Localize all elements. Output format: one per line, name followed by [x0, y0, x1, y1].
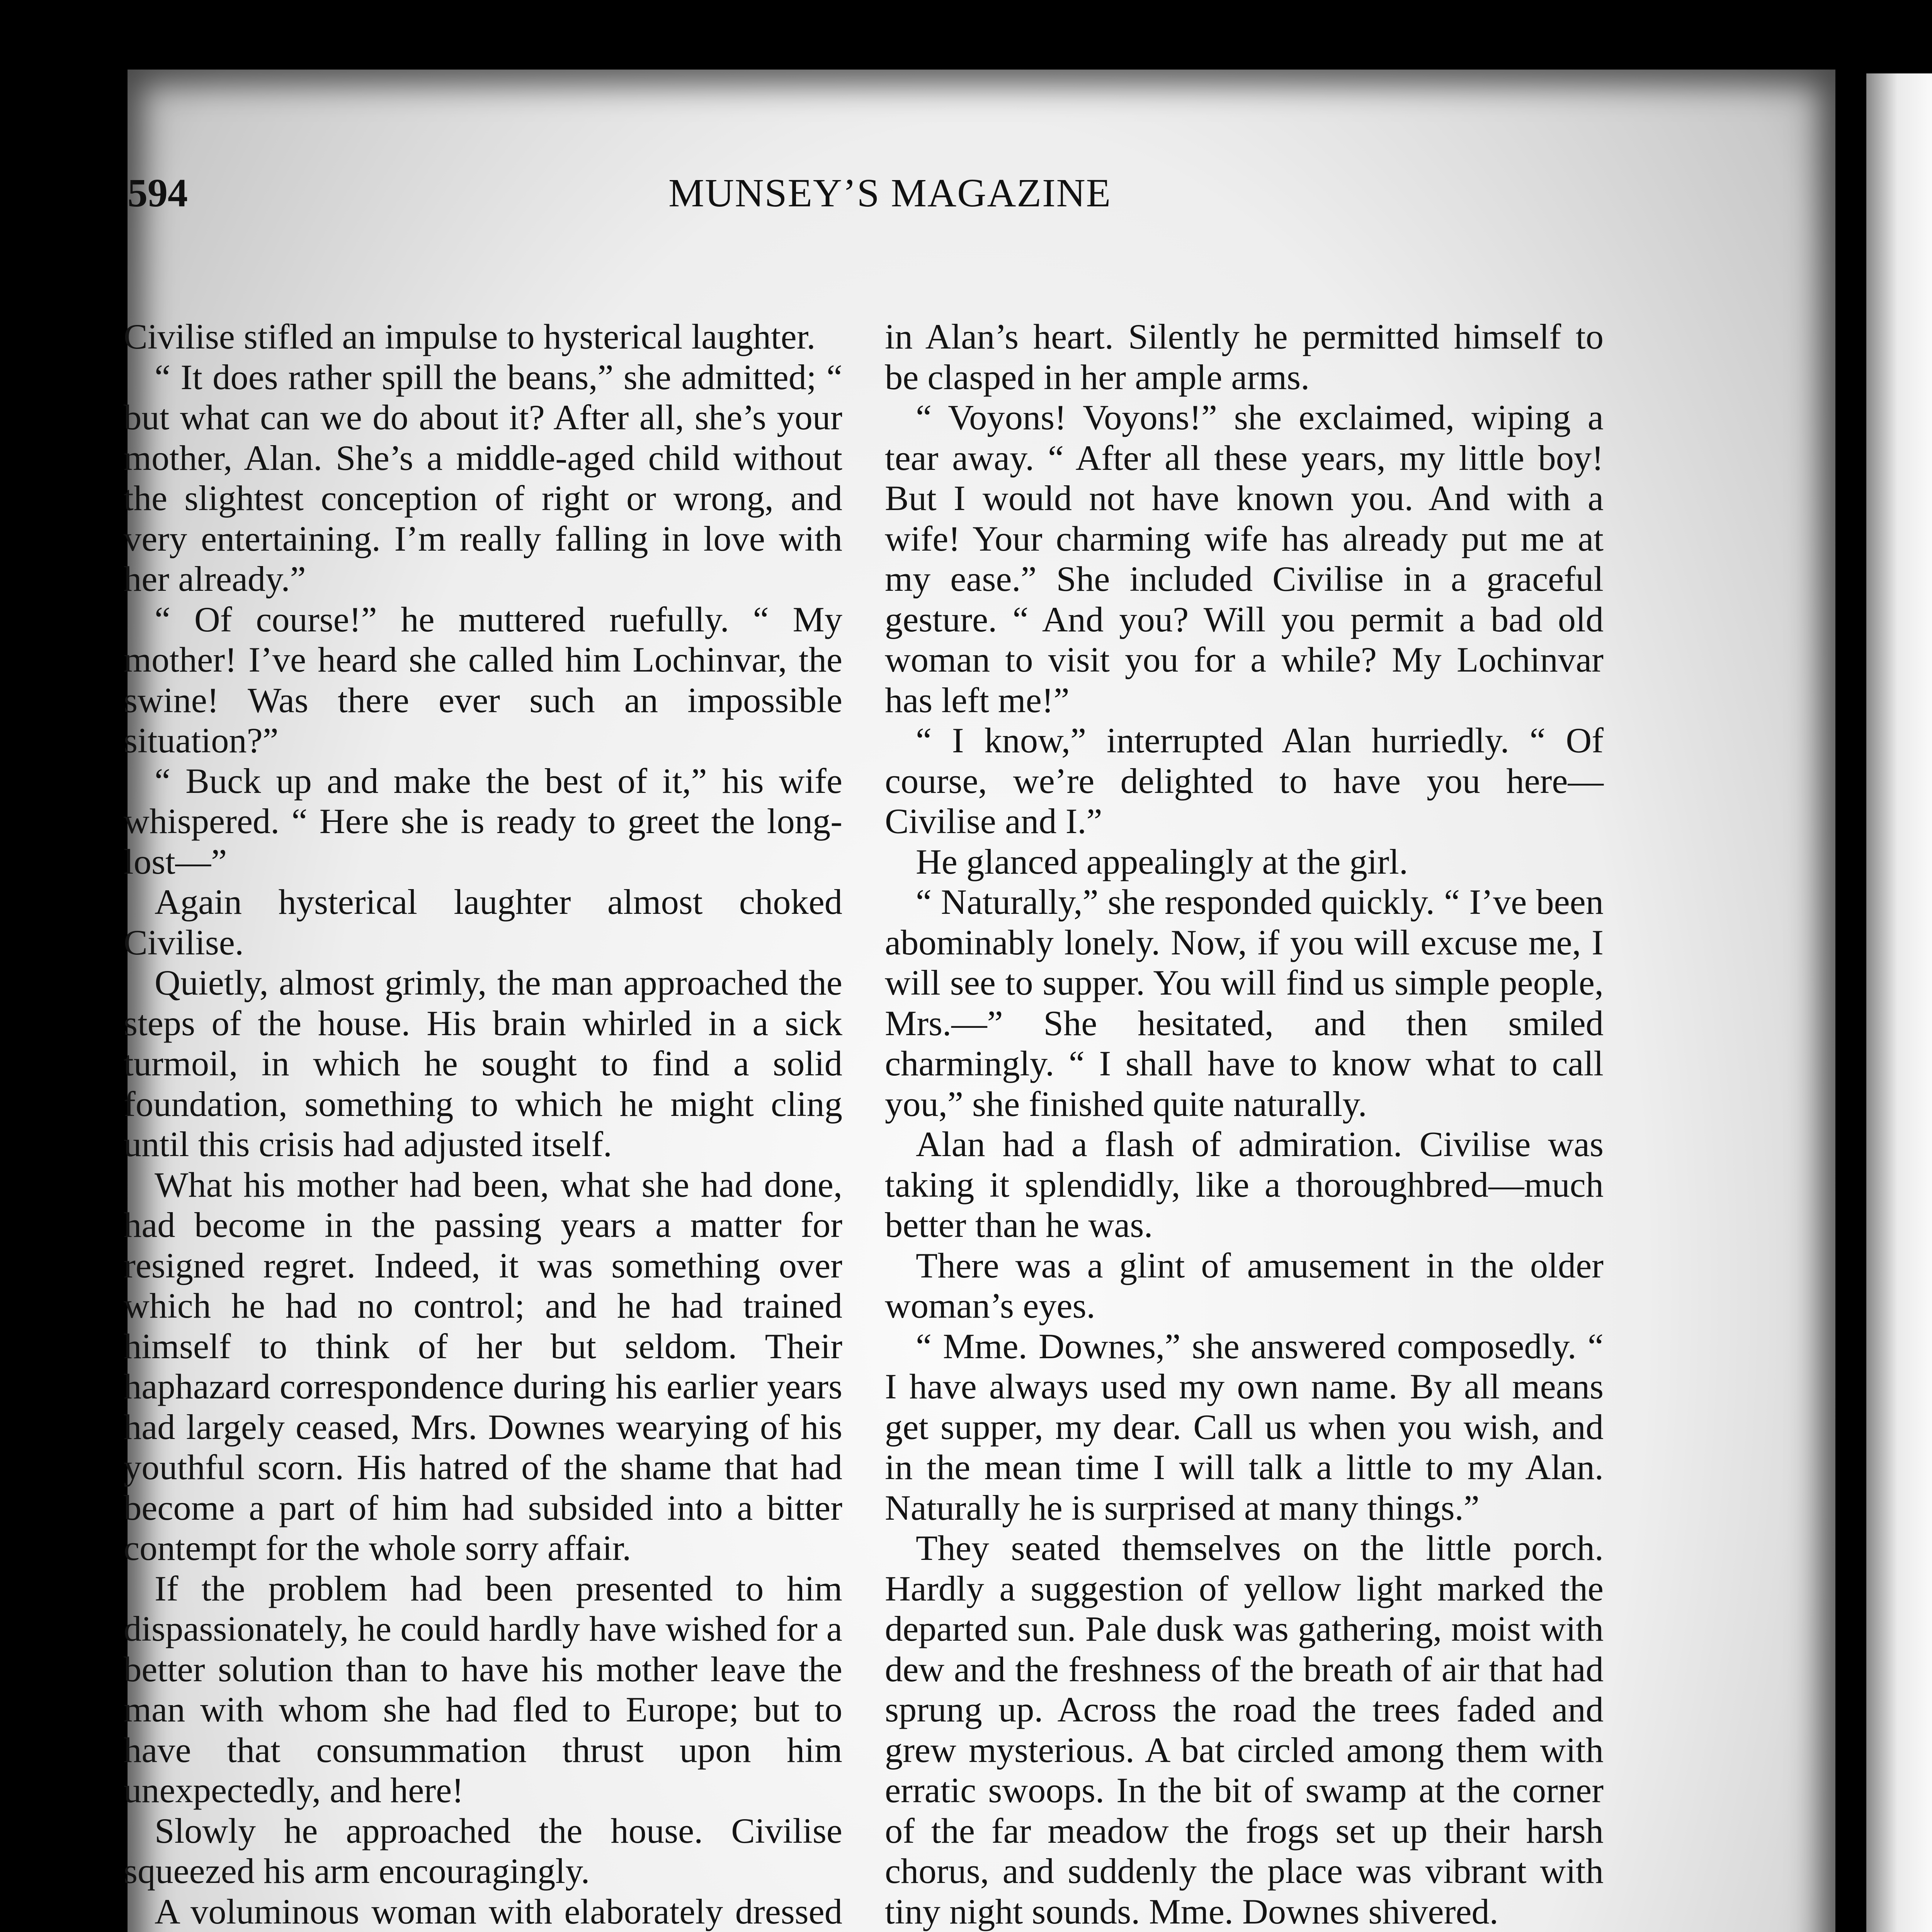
page-number: 594 [128, 171, 188, 215]
paragraph: They seated themselves on the little porch. Hardly a suggestion of yellow light marked the departed sun. Pale dusk was gathering, moist with dew and the freshness of the breath of air that had sprung up. Across the road the trees faded and grew mysterious. A bat circled among them with erratic swoops. In the bit of swamp at the corner of the far meadow the frogs set up their harsh chorus, and suddenly the place was vibrant with tiny night sounds. Mme. Downes shivered. [885, 1529, 1604, 1932]
paragraph: What his mother had been, what she had done, had become in the passing years a matter for resigned regret. Indeed, it was something over which he had no control; and he had trained himself to think of her but seldom. Their haphazard correspondence during his earlier years had largely ceased, Mrs. Downes wearying of his youthful scorn. His hatred of the shame that had become a part of him had subsided into a bitter contempt for the whole sorry affair. [124, 1165, 842, 1568]
right-column [885, 317, 1604, 1932]
paragraph: Civilise stifled an impulse to hysterical laughter. [124, 317, 816, 357]
paragraph: “ Mme. Downes,” she answered composedly. “ I have always used my own name. By all means get supper, my dear. Call us when you wish, and in the mean time I will talk a little to my Alan. Naturally he is surprised at many things.” [885, 1327, 1604, 1528]
page-header [128, 170, 1634, 263]
paragraph: “ Naturally,” she responded quickly. “ I’ve been abominably lonely. Now, if you will excuse me, I will see to supper. You will find us simple people, Mrs.—” She hesitated, and then smiled charmingly. “ I shall have to know what to call you,” she finished quite naturally. [885, 883, 1604, 1124]
paragraph: He glanced appealingly at the girl. [916, 842, 1408, 882]
paragraph: “ Voyons! Voyons!” she exclaimed, wiping a tear away. “ After all these years, my little boy! But I would not have known you. And with a wife! Your charming wife has already put me at my ease.” She included Civilise in a graceful gesture. “ And you? Will you permit a bad old woman to visit you for a while? My Lochinvar has left me!” [885, 398, 1604, 720]
paragraph: “ Buck up and make the best of it,” his wife whispered. “ Here she is ready to greet the long-lost—” [124, 761, 842, 882]
paragraph: Again hysterical laughter almost choked Civilise. [124, 883, 842, 963]
paragraph: Quietly, almost grimly, the man approached the steps of the house. His brain whirled in a sick turmoil, in which he sought to find a solid foundation, something to which he might cling until this crisis had adjusted itself. [124, 963, 842, 1164]
paragraph: in Alan’s heart. Silently he permitted himself to be clasped in her ample arms. [885, 317, 1604, 397]
left-column [124, 317, 842, 1932]
facing-page-edge [1866, 73, 1932, 1932]
paragraph: “ Of course!” he muttered ruefully. “ My mother! I’ve heard she called him Lochinvar, the swine! Was there ever such an impossible situation?” [124, 600, 842, 760]
running-head: MUNSEY’S MAGAZINE [668, 171, 1112, 215]
paragraph: “ It does rather spill the beans,” she admitted; “ but what can we do about it? After all, she’s your mother, Alan. She’s a middle-aged child without the slightest conception of right or wrong, and very entertaining. I’m really falling in love with her already.” [124, 357, 842, 599]
paragraph: A voluminous woman with elaborately dressed [155, 1892, 842, 1932]
paragraph: There was a glint of amusement in the older woman’s eyes. [885, 1246, 1604, 1326]
paragraph: Slowly he approached the house. Civilise squeezed his arm encouragingly. [124, 1811, 842, 1891]
paragraph: “ I know,” interrupted Alan hurriedly. “ Of course, we’re delighted to have you here—Civilise and I.” [885, 721, 1604, 841]
paragraph: If the problem had been presented to him dispassionately, he could hardly have wished for a better solution than to have his mother leave the man with whom she had fled to Europe; but to have that consummation thrust upon him unexpectedly, and here! [124, 1569, 842, 1810]
paragraph: Alan had a flash of admiration. Civilise was taking it splendidly, like a thoroughbred—much better than he was. [885, 1125, 1604, 1245]
